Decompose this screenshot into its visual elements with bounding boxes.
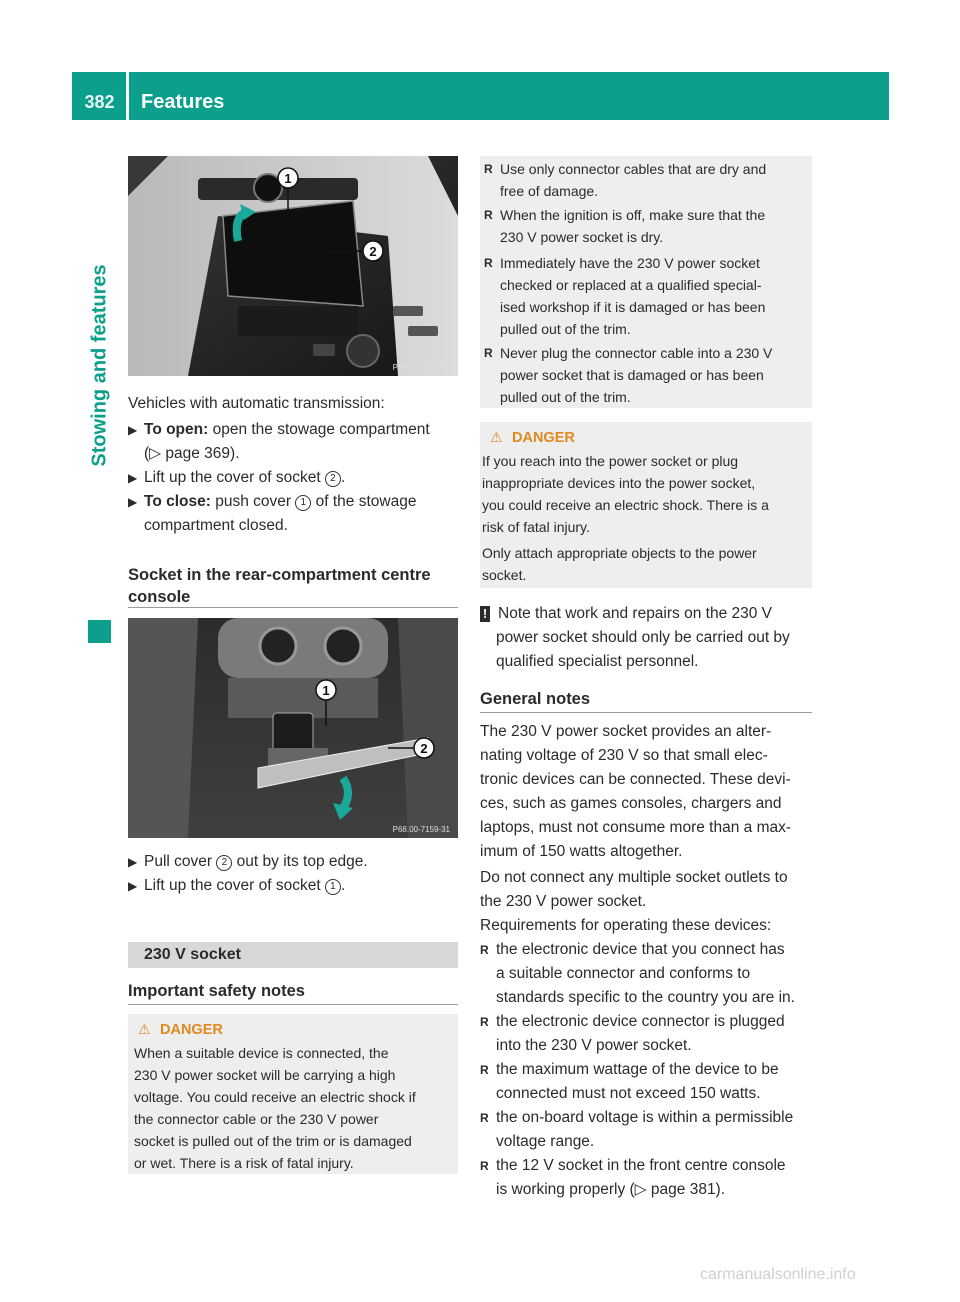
- photo2-callout-2: 2: [420, 741, 428, 756]
- list-item: R When the ignition is off, make sure that the 230 V power socket is dry.: [484, 207, 766, 245]
- page-title: Features: [141, 91, 225, 113]
- list-item: R Use only connector cables that are dry and free of damage.: [484, 161, 767, 199]
- photo2-callout-1: 1: [322, 683, 330, 698]
- photo2-code: P68.00-7159-31: [392, 825, 450, 834]
- danger-text-right: If you reach into the power socket or plug inappropriate devices into the power socket, you could receive an electric shock. There is a risk of fatal injury. Only attach appropriate objects to the power socket.: [482, 453, 769, 583]
- list-item: R the electronic device connector is plugged into the 230 V power socket.: [480, 1013, 785, 1054]
- safety-bullets-box: [480, 156, 812, 408]
- subheading-rule: [128, 1004, 458, 1005]
- heading-rule: [480, 712, 812, 713]
- step-open: ▶ To open: open the stowage compartment (▷ page 369).: [128, 418, 458, 466]
- page-number: 382: [72, 72, 127, 120]
- danger-box-right: [480, 422, 812, 588]
- step-lift-socket-cover: ▶ Lift up the cover of socket 1 .: [128, 874, 458, 898]
- step-arrow-icon: ▶: [128, 423, 138, 437]
- photo1-callout-2: 2: [369, 244, 377, 259]
- photo-rear-console: [128, 618, 458, 838]
- step-lift-cover: ▶ Lift up the cover of socket 2 .: [128, 466, 458, 490]
- section-title-bar: [128, 942, 458, 968]
- list-item: R the electronic device that you connect has a suitable connector and conforms to standards specific to the country you are in.: [480, 941, 795, 1006]
- watermark: carmanualsonline.info: [700, 1266, 856, 1283]
- side-chapter-label: Stowing and features: [88, 263, 111, 467]
- heading-rule: [128, 607, 458, 608]
- step-arrow-icon: ▶: [128, 855, 138, 869]
- step-pull-cover: ▶ Pull cover 2 out by its top edge.: [128, 850, 458, 874]
- note-exclamation-icon: !: [480, 606, 490, 622]
- danger-label: DANGER: [160, 1022, 223, 1038]
- list-item: R the maximum wattage of the device to be connected must not exceed 150 watts.: [480, 1061, 779, 1102]
- list-item: R the 12 V socket in the front centre console is working properly (▷ page 381).: [480, 1157, 786, 1198]
- general-para-2: Do not connect any multiple socket outlets to the 230 V power socket.: [480, 869, 788, 910]
- list-item: R Immediately have the 230 V power socket checked or replaced at a qualified special- ised workshop if it is damaged or has been pulled out of the trim.: [484, 255, 766, 337]
- photo1-code: P68.00-7158-31: [392, 363, 450, 372]
- photo1-callout-1: 1: [284, 171, 292, 186]
- general-para-1: The 230 V power socket provides an alter- nating voltage of 230 V so that small elec- tronic devices can be connected. These devi- ces, such as games consoles, chargers and laptops, must not consume more than a max- imum of 150 watts altogether.: [480, 723, 792, 860]
- section-title: 230 V socket: [144, 946, 241, 963]
- page-reference: (▷ page 369).: [144, 445, 240, 462]
- danger-label: DANGER: [512, 430, 575, 446]
- danger-box-left: [128, 1014, 458, 1174]
- header-separator: [126, 72, 129, 120]
- callout-number: 1: [295, 495, 311, 511]
- warning-triangle-icon: ⚠: [138, 1021, 151, 1037]
- danger-text-left: When a suitable device is connected, the 230 V power socket will be carrying a high voltage. You could receive an electric shock if the connector cable or the 230 V power socket is pulled out of the trim or is damaged or wet. There is a risk of fatal injury.: [134, 1045, 416, 1171]
- step-close: ▶ To close: push cover 1 of the stowage compartment closed.: [128, 490, 458, 538]
- warning-triangle-icon: ⚠: [490, 429, 503, 445]
- step-arrow-icon: ▶: [128, 471, 138, 485]
- general-para-3: Requirements for operating these devices:: [480, 917, 772, 934]
- list-item: R the on-board voltage is within a permissible voltage range.: [480, 1109, 794, 1150]
- step-arrow-icon: ▶: [128, 879, 138, 893]
- callout-number: 1: [325, 879, 341, 895]
- side-chapter-marker: [88, 620, 111, 643]
- photo-front-console: [128, 156, 458, 376]
- list-item: R Never plug the connector cable into a 230 V power socket that is damaged or has been pulled out of the trim.: [484, 345, 773, 405]
- callout-number: 2: [325, 471, 341, 487]
- heading-rear-socket: Socket in the rear-compartment centre console: [128, 566, 431, 606]
- intro-text: Vehicles with automatic transmission:: [128, 395, 385, 412]
- callout-number: 2: [216, 855, 232, 871]
- heading-general-notes: General notes: [480, 690, 591, 708]
- subheading-safety: Important safety notes: [128, 982, 305, 1000]
- step-arrow-icon: ▶: [128, 495, 138, 509]
- note-box: ! Note that work and repairs on the 230 V power socket should only be carried out by qualified specialist personnel.: [480, 602, 815, 674]
